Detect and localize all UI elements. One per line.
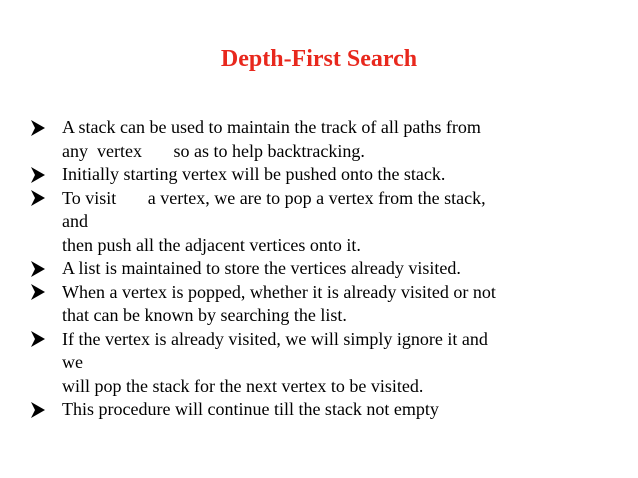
arrow-bullet-icon [30, 163, 62, 187]
bullet-text [62, 163, 610, 187]
bullet-line: When a vertex is popped, whether it is already visited or not [62, 281, 496, 302]
bullet-text [62, 187, 610, 258]
bullet-line: Initially starting vertex will be pushed onto the stack. [62, 164, 446, 184]
arrow-bullet-icon [30, 281, 62, 305]
bullet-item [30, 257, 610, 281]
arrow-bullet-icon [30, 328, 62, 352]
arrow-bullet-icon [30, 257, 62, 281]
bullet-text [62, 116, 610, 163]
arrow-bullet-icon [30, 116, 62, 140]
bullet-text [62, 328, 610, 399]
bullet-line: A list is maintained to store the vertices already visited. [62, 258, 461, 278]
arrow-bullet-icon [30, 398, 62, 422]
bullet-line: we [62, 352, 83, 372]
bullet-item [30, 116, 610, 163]
bullet-line: and [62, 211, 88, 231]
bullet-line: This procedure will continue till the stack not empty [62, 399, 439, 419]
bullet-list [30, 116, 610, 422]
bullet-line: then push all the adjacent vertices onto it. [62, 234, 361, 255]
bullet-item [30, 398, 610, 422]
arrow-bullet-icon [30, 187, 62, 211]
bullet-item [30, 187, 610, 258]
bullet-line: any vertex so as to help backtracking. [62, 140, 365, 161]
bullet-text [62, 398, 610, 422]
bullet-line: To visit a vertex, we are to pop a vertex from the stack, [62, 187, 486, 208]
bullet-item [30, 328, 610, 399]
bullet-line: will pop the stack for the next vertex to be visited. [62, 375, 424, 396]
bullet-line: A stack can be used to maintain the track of all paths from [62, 117, 481, 137]
bullet-item [30, 281, 610, 328]
bullet-text [62, 257, 610, 281]
slide-title: Depth-First Search [220, 46, 418, 72]
bullet-item [30, 163, 610, 187]
bullet-line: that can be known by searching the list. [62, 305, 347, 325]
bullet-text [62, 281, 610, 328]
bullet-line: If the vertex is already visited, we will simply ignore it and [62, 328, 488, 349]
